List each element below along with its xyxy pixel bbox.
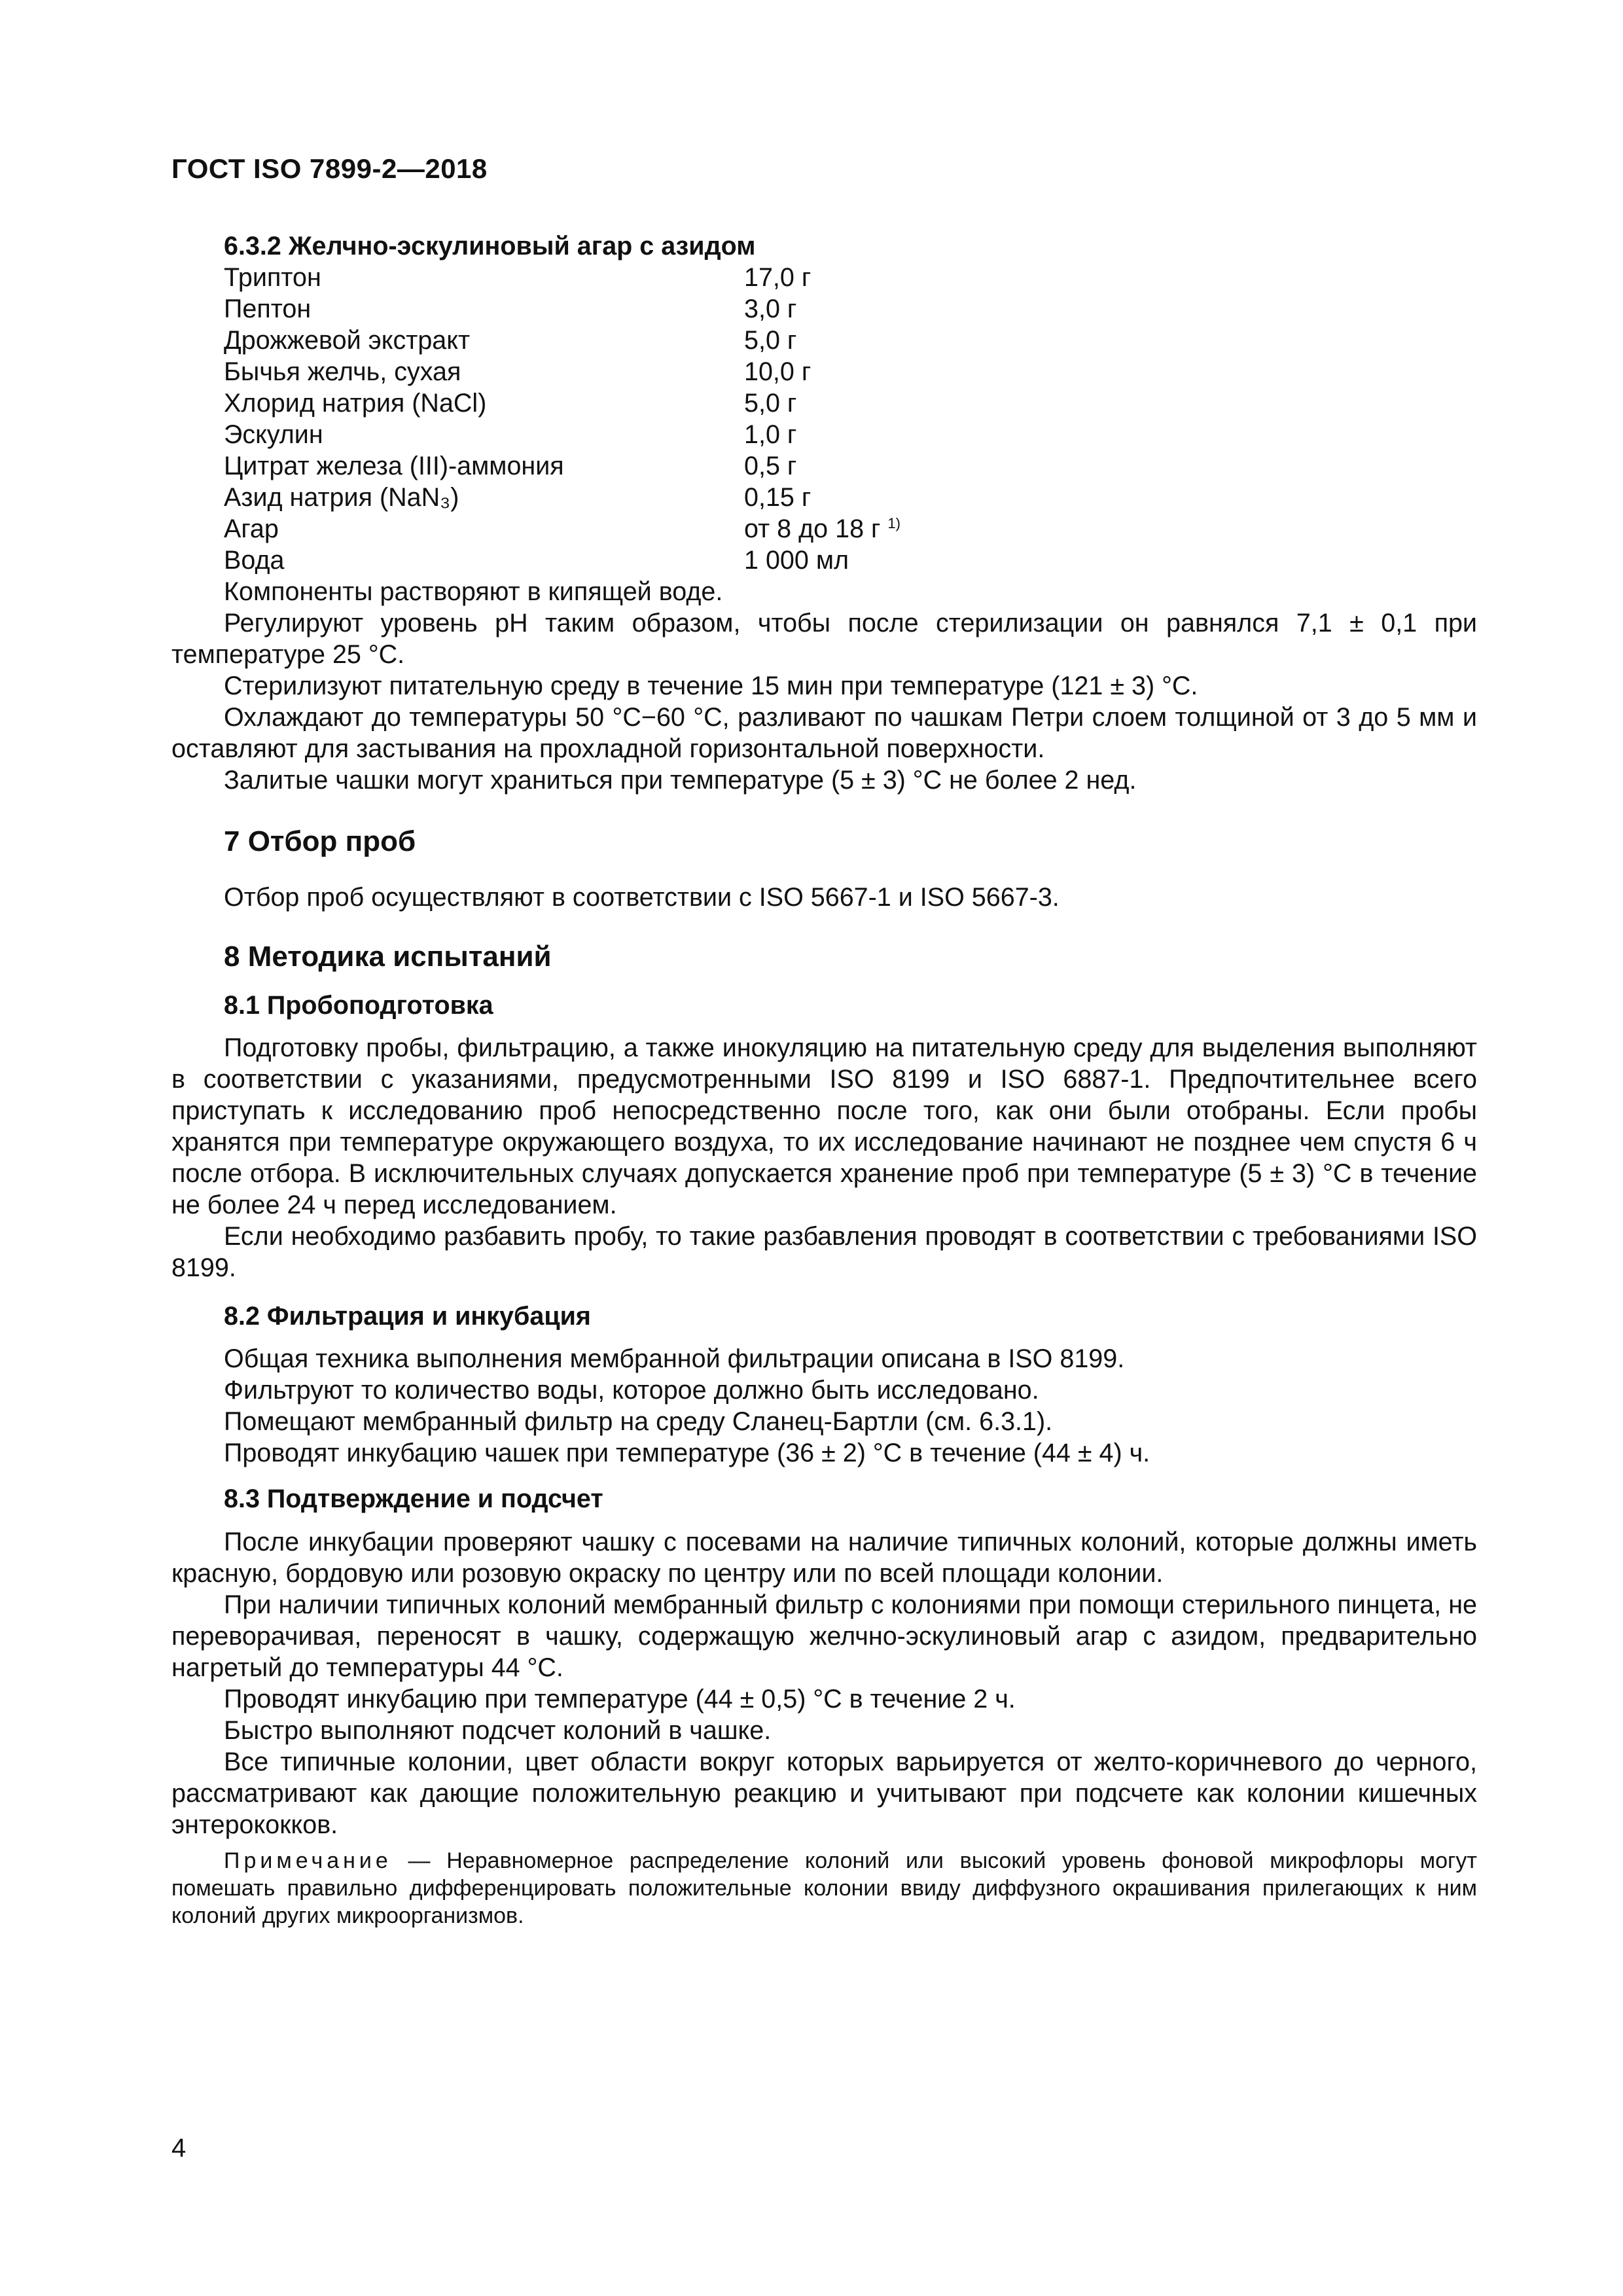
recipe-row [224,293,1477,325]
section-8-2-heading: 8.2 Фильтрация и инкубация [224,1302,591,1331]
recipe-row [224,262,1477,293]
section-8-1-heading: 8.1 Пробоподготовка [224,991,493,1020]
recipe-row [224,325,1477,356]
section-6-3-2-heading: 6.3.2 Желчно-эскулиновый агар с азидом [224,232,756,260]
ingredient-name: Бычья желчь, сухая [224,357,461,386]
note-paragraph [171,1847,1477,1929]
paragraph: Общая техника выполнения мембранной фильтрации описана в ISO 8199. [224,1344,1125,1373]
paragraph: При наличии типичных колоний мембранный фильтр с колониями при помощи стерильного пинцета, не переворачивая, переносят в чашку, содержащую желчно-эскулиновый агар с азидом, предварительно нагретый до температуры 44 °C. [171,1590,1477,1682]
ingredient-name: Цитрат железа (III)-аммония [224,452,564,480]
recipe-row [224,419,1477,450]
ingredient-quantity: 1,0 г [744,420,797,449]
ingredient-name: Вода [224,546,285,575]
paragraph: Отбор проб осуществляют в соответствии с ISO 5667-1 и ISO 5667-3. [224,883,1060,912]
ingredient-quantity: 1 000 мл [744,546,849,575]
recipe-row [224,513,1477,545]
recipe-row [224,482,1477,513]
ingredient-quantity [744,513,901,545]
paragraph: Подготовку пробы, фильтрацию, а также инокуляцию на питательную среду для выделения выполняют в соответствии с указаниями, предусмотренными ISO 8199 и ISO 6887-1. Предпочтительнее всего приступать к исследованию проб непосредственно после того, как они были отобраны. Если пробы хранятся при температуре окружающего воздуха, то их исследование начинают не позднее чем спустя 6 ч после отбора. В исключительных случаях допускается хранение проб при температуре (5 ± 3) °C в течение не более 24 ч перед исследованием. [171,1033,1477,1219]
paragraph: Охлаждают до температуры 50 °C−60 °C, разливают по чашкам Петри слоем толщиной от 3 до 5 мм и оставляют для застывания на прохладной горизонтальной поверхности. [171,703,1477,763]
paragraph: Быстро выполняют подсчет колоний в чашке. [224,1716,772,1745]
recipe-row [224,545,1477,576]
standard-designation: ГОСТ ISO 7899-2—2018 [171,153,488,184]
section-8-3-heading: 8.3 Подтверждение и подсчет [224,1484,603,1513]
note-label: Примечание [224,1848,392,1873]
paragraph: Проводят инкубацию при температуре (44 ± 0,5) °C в течение 2 ч. [224,1685,1016,1713]
ingredient-quantity: 17,0 г [744,263,812,292]
ingredient-name: Хлорид натрия (NaCl) [224,389,487,418]
ingredient-quantity: 3,0 г [744,295,797,323]
ingredient-quantity: 0,5 г [744,452,797,480]
recipe-row [224,356,1477,387]
page-number: 4 [171,2134,187,2162]
footnote-marker: 1) [887,514,901,531]
paragraph: Стерилизуют питательную среду в течение 15 мин при температуре (121 ± 3) °C. [224,672,1198,700]
ingredient-quantity: 5,0 г [744,389,797,418]
recipe-table [224,262,1477,576]
page-content [171,230,1477,1929]
section-7-heading: 7 Отбор проб [224,825,416,857]
paragraph: Помещают мембранный фильтр на среду Сланец-Бартли (см. 6.3.1). [224,1407,1053,1436]
ingredient-name: Пептон [224,295,312,323]
paragraph: Регулируют уровень pH таким образом, чтобы после стерилизации он равнялся 7,1 ± 0,1 при температуре 25 °C. [171,609,1477,669]
recipe-row [224,387,1477,419]
section-8-heading: 8 Методика испытаний [224,941,552,973]
ingredient-quantity-value: от 8 до 18 г [744,514,881,543]
ingredient-name: Эскулин [224,420,323,449]
note-text: — Неравномерное распределение колоний или высокий уровень фоновой микрофлоры могут помешать правильно дифференцировать положительные колонии ввиду диффузного окрашивания прилегающих к ним колоний других микроорганизмов. [171,1848,1477,1928]
paragraph: Все типичные колонии, цвет области вокруг которых варьируется от желто-коричневого до черного, рассматривают как дающие положительную реакцию и учитывают при подсчете как колонии кишечных энтерококков. [171,1748,1477,1839]
paragraph: Залитые чашки могут храниться при температуре (5 ± 3) °C не более 2 нед. [224,766,1137,795]
ingredient-name: Агар [224,514,279,543]
ingredient-quantity: 5,0 г [744,326,797,355]
ingredient-name: Дрожжевой экстракт [224,326,471,355]
ingredient-name: Триптон [224,263,321,292]
ingredient-quantity: 10,0 г [744,357,812,386]
ingredient-name: Азид натрия (NaN₃) [224,483,459,512]
paragraph: Фильтруют то количество воды, которое должно быть исследовано. [224,1376,1039,1405]
paragraph: После инкубации проверяют чашку с посевами на наличие типичных колоний, которые должны иметь красную, бордовую или розовую окраску по центру или по всей площади колонии. [171,1528,1477,1588]
paragraph: Проводят инкубацию чашек при температуре (36 ± 2) °C в течение (44 ± 4) ч. [224,1439,1150,1467]
paragraph: Компоненты растворяют в кипящей воде. [224,577,723,606]
paragraph: Если необходимо разбавить пробу, то такие разбавления проводят в соответствии с требованиями ISO 8199. [171,1222,1477,1282]
recipe-row [224,450,1477,482]
ingredient-quantity: 0,15 г [744,483,812,512]
